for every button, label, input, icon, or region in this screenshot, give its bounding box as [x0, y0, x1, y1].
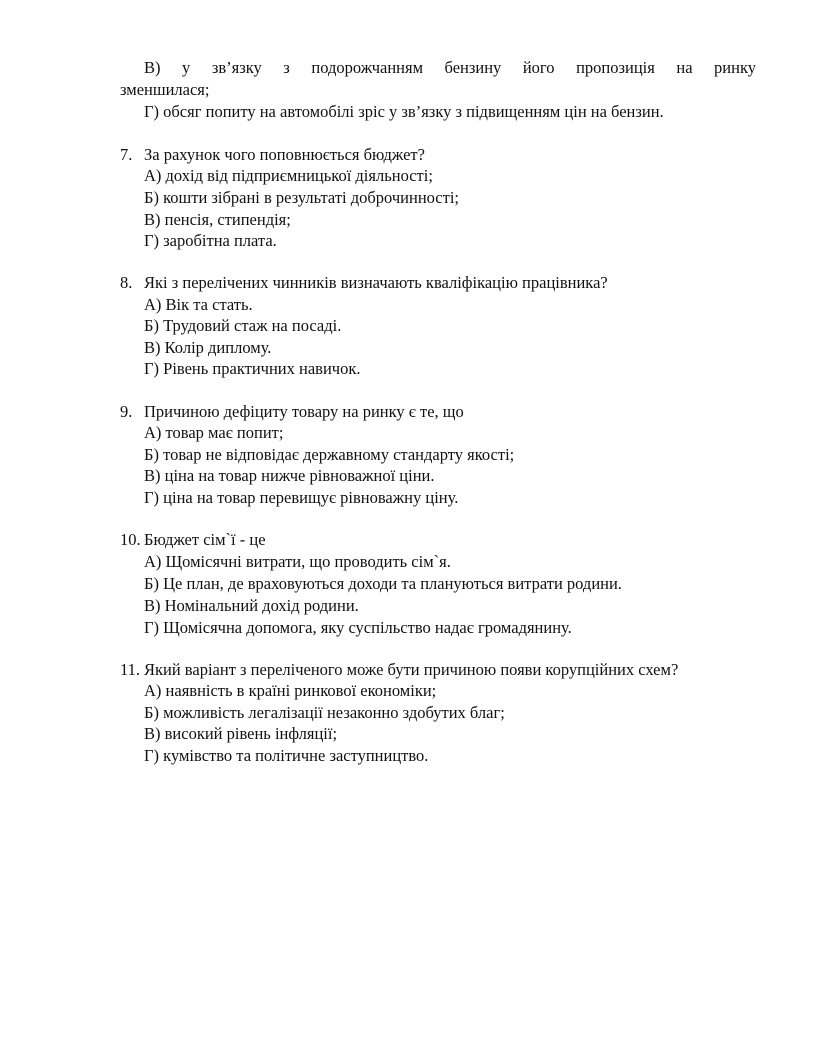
- answer-option: Б) товар не відповідає державному стандарту якості;: [144, 445, 515, 464]
- question-text: Бюджет сім`ї - це: [144, 530, 266, 549]
- answer-option: Б) Це план, де враховуються доходи та плануються витрати родини.: [144, 574, 622, 593]
- question-text: За рахунок чого поповнюється бюджет?: [144, 145, 425, 164]
- question-11: [120, 660, 678, 680]
- question-number: 11.: [120, 660, 141, 679]
- answer-option: Г) Рівень практичних навичок.: [144, 359, 361, 378]
- answer-option: В) ціна на товар нижче рівноважної ціни.: [144, 466, 435, 485]
- answer-option: В) Номінальний дохід родини.: [144, 596, 359, 615]
- question-number: 9.: [120, 402, 133, 421]
- continuation-option-g: Г) обсяг попиту на автомобілі зріс у зв’язку з підвищенням цін на бензин.: [144, 102, 664, 121]
- question-text: Який варіант з переліченого може бути причиною появи корупційних схем?: [144, 660, 679, 679]
- answer-option: Г) заробітна плата.: [144, 231, 277, 250]
- question-text: Причиною дефіциту товару на ринку є те, що: [144, 402, 464, 421]
- answer-option: Б) Трудовий стаж на посаді.: [144, 316, 342, 335]
- question-9: [120, 402, 464, 422]
- answer-option: А) Щомісячні витрати, що проводить сім`я.: [144, 552, 451, 571]
- answer-option: В) пенсія, стипендія;: [144, 210, 291, 229]
- answer-option: В) високий рівень інфляції;: [144, 724, 338, 743]
- continuation-option-v-line1: В) у зв’язку з подорожчанням бензину його пропозиція на ринку: [144, 58, 756, 77]
- question-number: 10.: [120, 530, 141, 549]
- answer-option: Б) можливість легалізації незаконно здобутих благ;: [144, 703, 505, 722]
- question-8: [120, 273, 608, 293]
- answer-option: А) наявність в країні ринкової економіки;: [144, 681, 437, 700]
- answer-option: А) товар має попит;: [144, 423, 284, 442]
- continuation-option-v-line2: зменшилася;: [120, 80, 210, 99]
- question-number: 8.: [120, 273, 133, 292]
- answer-option: Б) кошти зібрані в результаті доброчинності;: [144, 188, 460, 207]
- answer-option: Г) Щомісячна допомога, яку суспільство надає громадянину.: [144, 618, 572, 637]
- question-text: Які з перелічених чинників визначають кваліфікацію працівника?: [144, 273, 608, 292]
- answer-option: В) Колір диплому.: [144, 338, 272, 357]
- answer-option: А) дохід від підприємницької діяльності;: [144, 166, 433, 185]
- answer-option: Г) кумівство та політичне заступництво.: [144, 746, 429, 765]
- question-7: [120, 145, 425, 165]
- question-10: [120, 530, 266, 550]
- answer-option: Г) ціна на товар перевищує рівноважну ціну.: [144, 488, 459, 507]
- question-number: 7.: [120, 145, 133, 164]
- answer-option: А) Вік та стать.: [144, 295, 253, 314]
